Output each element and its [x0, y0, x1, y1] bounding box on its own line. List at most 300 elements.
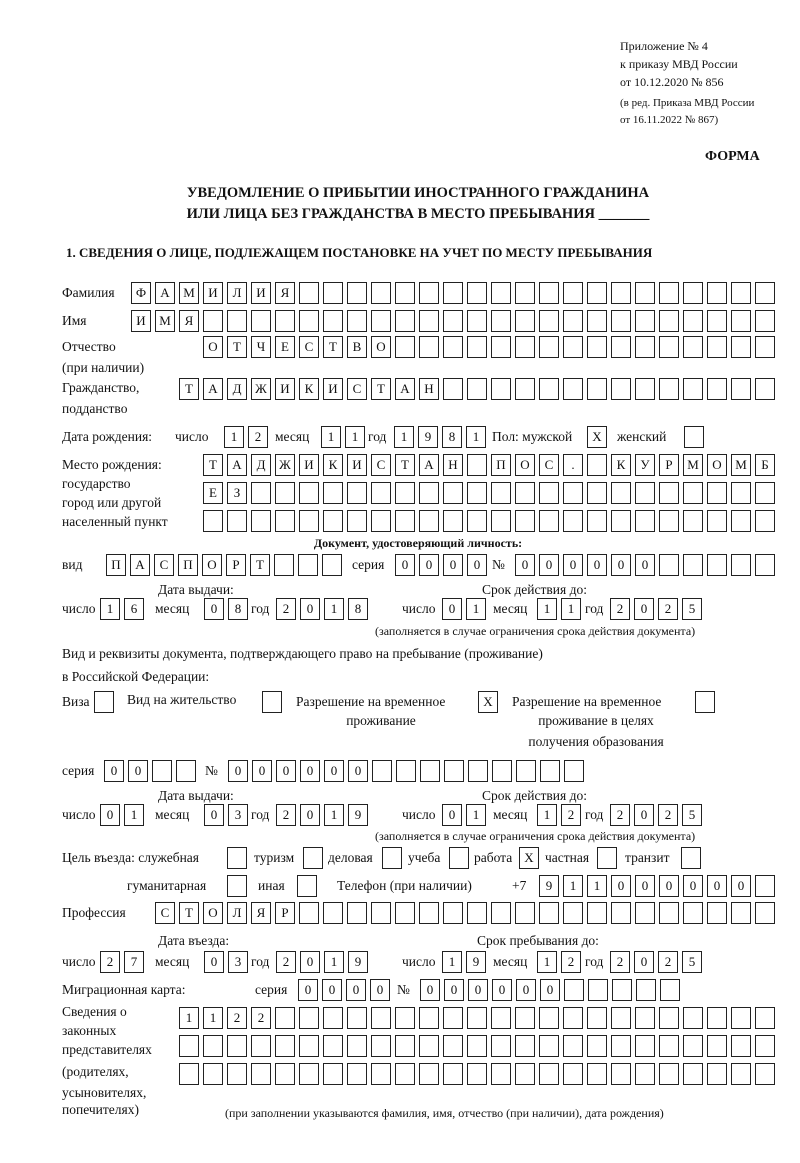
form-cell[interactable]: 0 — [420, 979, 440, 1001]
form-cell[interactable] — [539, 336, 559, 358]
form-cell[interactable]: 1 — [466, 804, 486, 826]
form-cell[interactable] — [587, 482, 607, 504]
form-cell[interactable] — [563, 482, 583, 504]
form-cell[interactable] — [587, 510, 607, 532]
form-cell[interactable]: 2 — [610, 804, 630, 826]
form-cell[interactable] — [443, 510, 463, 532]
form-cell[interactable]: X — [587, 426, 607, 448]
form-cell[interactable] — [347, 1063, 367, 1085]
form-cell[interactable] — [563, 282, 583, 304]
form-cell[interactable] — [395, 336, 415, 358]
form-cell[interactable] — [707, 282, 727, 304]
form-cell[interactable] — [539, 482, 559, 504]
form-cell[interactable] — [227, 875, 247, 897]
form-cell[interactable] — [395, 510, 415, 532]
form-cell[interactable]: 2 — [658, 951, 678, 973]
form-cell[interactable] — [515, 378, 535, 400]
form-cell[interactable] — [684, 426, 704, 448]
form-cell[interactable] — [611, 310, 631, 332]
form-cell[interactable] — [587, 336, 607, 358]
form-cell[interactable] — [395, 902, 415, 924]
form-cell[interactable] — [587, 1007, 607, 1029]
form-cell[interactable]: 2 — [276, 804, 296, 826]
form-cell[interactable]: А — [395, 378, 415, 400]
form-cell[interactable]: 9 — [539, 875, 559, 897]
form-cell[interactable]: Т — [203, 454, 223, 476]
form-cell[interactable]: 0 — [104, 760, 124, 782]
sex-female-checkbox[interactable] — [684, 426, 704, 448]
form-cell[interactable]: А — [419, 454, 439, 476]
form-cell[interactable] — [563, 1035, 583, 1057]
form-cell[interactable]: О — [707, 454, 727, 476]
form-cell[interactable] — [227, 1035, 247, 1057]
form-cell[interactable] — [323, 1007, 343, 1029]
form-cell[interactable]: И — [323, 378, 343, 400]
form-cell[interactable]: И — [203, 282, 223, 304]
form-cell[interactable] — [443, 1035, 463, 1057]
form-cell[interactable]: Т — [395, 454, 415, 476]
form-cell[interactable]: 0 — [587, 554, 607, 576]
form-cell[interactable]: 0 — [515, 554, 535, 576]
form-cell[interactable] — [419, 282, 439, 304]
form-cell[interactable] — [227, 310, 247, 332]
form-cell[interactable] — [299, 1035, 319, 1057]
form-cell[interactable] — [419, 336, 439, 358]
birthplace-field-3[interactable] — [203, 510, 775, 532]
form-cell[interactable] — [299, 282, 319, 304]
form-cell[interactable]: Н — [443, 454, 463, 476]
form-cell[interactable] — [382, 847, 402, 869]
form-cell[interactable] — [323, 1063, 343, 1085]
form-cell[interactable] — [372, 760, 392, 782]
form-cell[interactable] — [299, 902, 319, 924]
form-cell[interactable] — [563, 1007, 583, 1029]
form-cell[interactable]: Ф — [131, 282, 151, 304]
surname-field[interactable] — [131, 282, 775, 304]
form-cell[interactable]: П — [106, 554, 126, 576]
form-cell[interactable]: С — [539, 454, 559, 476]
form-cell[interactable]: 0 — [443, 554, 463, 576]
form-cell[interactable]: Ч — [251, 336, 271, 358]
form-cell[interactable] — [563, 510, 583, 532]
form-cell[interactable] — [539, 1007, 559, 1029]
form-cell[interactable]: 3 — [228, 951, 248, 973]
form-cell[interactable] — [491, 902, 511, 924]
form-cell[interactable] — [611, 510, 631, 532]
form-cell[interactable]: 0 — [300, 598, 320, 620]
form-cell[interactable] — [419, 1007, 439, 1029]
form-cell[interactable]: Ж — [251, 378, 271, 400]
form-cell[interactable] — [371, 510, 391, 532]
form-cell[interactable]: 2 — [251, 1007, 271, 1029]
phone-field[interactable] — [539, 875, 775, 897]
form-cell[interactable]: 9 — [418, 426, 438, 448]
form-cell[interactable] — [755, 1007, 775, 1029]
form-cell[interactable] — [467, 1007, 487, 1029]
form-cell[interactable] — [275, 310, 295, 332]
form-cell[interactable]: 0 — [300, 804, 320, 826]
form-cell[interactable]: 0 — [228, 760, 248, 782]
form-cell[interactable] — [659, 378, 679, 400]
form-cell[interactable] — [275, 1007, 295, 1029]
form-cell[interactable]: А — [227, 454, 247, 476]
form-cell[interactable] — [371, 282, 391, 304]
form-cell[interactable] — [347, 282, 367, 304]
form-cell[interactable]: 1 — [203, 1007, 223, 1029]
form-cell[interactable] — [731, 336, 751, 358]
form-cell[interactable]: 0 — [634, 951, 654, 973]
form-cell[interactable]: 6 — [124, 598, 144, 620]
form-cell[interactable] — [539, 510, 559, 532]
form-cell[interactable] — [323, 902, 343, 924]
form-cell[interactable]: З — [227, 482, 247, 504]
form-cell[interactable] — [707, 1063, 727, 1085]
form-cell[interactable]: 0 — [634, 598, 654, 620]
form-cell[interactable] — [323, 310, 343, 332]
birth-year-field[interactable] — [394, 426, 486, 448]
id-number-field[interactable] — [515, 554, 775, 576]
form-cell[interactable] — [539, 378, 559, 400]
form-cell[interactable] — [731, 554, 751, 576]
birth-day-field[interactable] — [224, 426, 268, 448]
permit-series-field[interactable] — [104, 760, 196, 782]
form-cell[interactable]: О — [371, 336, 391, 358]
id-issue-year-field[interactable] — [276, 598, 368, 620]
form-cell[interactable] — [299, 482, 319, 504]
form-cell[interactable] — [563, 336, 583, 358]
form-cell[interactable]: 2 — [276, 598, 296, 620]
form-cell[interactable] — [635, 378, 655, 400]
form-cell[interactable] — [347, 902, 367, 924]
form-cell[interactable]: П — [491, 454, 511, 476]
form-cell[interactable] — [275, 482, 295, 504]
form-cell[interactable]: 2 — [610, 951, 630, 973]
form-cell[interactable] — [322, 554, 342, 576]
form-cell[interactable] — [347, 482, 367, 504]
form-cell[interactable]: О — [203, 902, 223, 924]
id-issue-month-field[interactable] — [204, 598, 248, 620]
form-cell[interactable] — [299, 510, 319, 532]
form-cell[interactable]: Т — [250, 554, 270, 576]
form-cell[interactable]: Т — [179, 902, 199, 924]
form-cell[interactable] — [371, 902, 391, 924]
form-cell[interactable]: 0 — [346, 979, 366, 1001]
form-cell[interactable]: 3 — [228, 804, 248, 826]
form-cell[interactable]: 2 — [227, 1007, 247, 1029]
form-cell[interactable]: 1 — [537, 804, 557, 826]
form-cell[interactable] — [515, 510, 535, 532]
form-cell[interactable] — [419, 1063, 439, 1085]
form-cell[interactable]: 0 — [252, 760, 272, 782]
form-cell[interactable] — [467, 378, 487, 400]
form-cell[interactable] — [755, 902, 775, 924]
form-cell[interactable] — [564, 760, 584, 782]
form-cell[interactable]: 5 — [682, 951, 702, 973]
form-cell[interactable] — [564, 979, 584, 1001]
form-cell[interactable]: 2 — [561, 951, 581, 973]
form-cell[interactable]: Р — [275, 902, 295, 924]
form-cell[interactable]: 0 — [635, 875, 655, 897]
form-cell[interactable]: 0 — [683, 875, 703, 897]
form-cell[interactable] — [491, 378, 511, 400]
form-cell[interactable] — [635, 510, 655, 532]
purpose-study-checkbox[interactable] — [449, 847, 469, 869]
form-cell[interactable]: Л — [227, 902, 247, 924]
temp-permit-edu-checkbox[interactable] — [695, 691, 715, 713]
form-cell[interactable] — [755, 1035, 775, 1057]
form-cell[interactable]: Е — [275, 336, 295, 358]
form-cell[interactable] — [660, 979, 680, 1001]
form-cell[interactable]: 7 — [124, 951, 144, 973]
form-cell[interactable]: Я — [251, 902, 271, 924]
form-cell[interactable]: 0 — [659, 875, 679, 897]
form-cell[interactable] — [275, 1063, 295, 1085]
form-cell[interactable] — [683, 1035, 703, 1057]
form-cell[interactable] — [395, 1035, 415, 1057]
form-cell[interactable]: 5 — [682, 804, 702, 826]
form-cell[interactable] — [681, 847, 701, 869]
form-cell[interactable]: 0 — [348, 760, 368, 782]
representatives-field-2[interactable] — [179, 1035, 775, 1057]
form-cell[interactable] — [731, 510, 751, 532]
purpose-business-checkbox[interactable] — [382, 847, 402, 869]
form-cell[interactable]: 2 — [658, 598, 678, 620]
form-cell[interactable] — [587, 1035, 607, 1057]
form-cell[interactable] — [203, 1035, 223, 1057]
form-cell[interactable] — [179, 1063, 199, 1085]
form-cell[interactable]: В — [347, 336, 367, 358]
form-cell[interactable] — [179, 1035, 199, 1057]
form-cell[interactable]: А — [130, 554, 150, 576]
form-cell[interactable]: 9 — [348, 951, 368, 973]
purpose-humanitarian-checkbox[interactable] — [227, 875, 247, 897]
form-cell[interactable] — [467, 510, 487, 532]
form-cell[interactable] — [467, 482, 487, 504]
form-cell[interactable]: 1 — [179, 1007, 199, 1029]
form-cell[interactable] — [683, 902, 703, 924]
form-cell[interactable] — [443, 1063, 463, 1085]
form-cell[interactable] — [597, 847, 617, 869]
purpose-transit-checkbox[interactable] — [681, 847, 701, 869]
form-cell[interactable]: С — [155, 902, 175, 924]
form-cell[interactable] — [467, 282, 487, 304]
form-cell[interactable] — [443, 336, 463, 358]
form-cell[interactable]: 8 — [442, 426, 462, 448]
id-issue-day-field[interactable] — [100, 598, 144, 620]
form-cell[interactable]: Д — [227, 378, 247, 400]
form-cell[interactable]: 5 — [682, 598, 702, 620]
form-cell[interactable] — [491, 1007, 511, 1029]
form-cell[interactable]: 0 — [540, 979, 560, 1001]
form-cell[interactable] — [635, 310, 655, 332]
form-cell[interactable] — [467, 1063, 487, 1085]
form-cell[interactable]: 0 — [492, 979, 512, 1001]
form-cell[interactable] — [659, 282, 679, 304]
id-valid-year-field[interactable] — [610, 598, 702, 620]
form-cell[interactable] — [491, 336, 511, 358]
form-cell[interactable] — [755, 875, 775, 897]
form-cell[interactable] — [755, 482, 775, 504]
form-cell[interactable] — [443, 1007, 463, 1029]
form-cell[interactable] — [323, 1035, 343, 1057]
form-cell[interactable] — [303, 847, 323, 869]
form-cell[interactable]: Р — [226, 554, 246, 576]
form-cell[interactable] — [515, 336, 535, 358]
form-cell[interactable] — [323, 482, 343, 504]
form-cell[interactable] — [731, 1063, 751, 1085]
form-cell[interactable] — [515, 1063, 535, 1085]
form-cell[interactable] — [659, 1035, 679, 1057]
form-cell[interactable] — [419, 482, 439, 504]
form-cell[interactable]: Р — [659, 454, 679, 476]
permit-issue-day-field[interactable] — [100, 804, 144, 826]
form-cell[interactable] — [468, 760, 488, 782]
purpose-official-checkbox[interactable] — [227, 847, 247, 869]
form-cell[interactable] — [611, 282, 631, 304]
form-cell[interactable] — [491, 282, 511, 304]
form-cell[interactable] — [371, 1007, 391, 1029]
form-cell[interactable] — [635, 902, 655, 924]
form-cell[interactable] — [371, 482, 391, 504]
form-cell[interactable] — [611, 1035, 631, 1057]
form-cell[interactable] — [419, 902, 439, 924]
stay-day-field[interactable] — [442, 951, 486, 973]
purpose-private-checkbox[interactable] — [597, 847, 617, 869]
form-cell[interactable] — [251, 482, 271, 504]
form-cell[interactable]: 0 — [444, 979, 464, 1001]
id-kind-field[interactable] — [106, 554, 342, 576]
stay-year-field[interactable] — [610, 951, 702, 973]
form-cell[interactable]: . — [563, 454, 583, 476]
form-cell[interactable] — [395, 282, 415, 304]
form-cell[interactable]: И — [131, 310, 151, 332]
form-cell[interactable]: 1 — [587, 875, 607, 897]
form-cell[interactable] — [443, 310, 463, 332]
form-cell[interactable] — [683, 554, 703, 576]
form-cell[interactable]: 2 — [100, 951, 120, 973]
id-valid-month-field[interactable] — [537, 598, 581, 620]
form-cell[interactable] — [467, 1035, 487, 1057]
form-cell[interactable]: М — [731, 454, 751, 476]
form-cell[interactable]: С — [371, 454, 391, 476]
form-cell[interactable]: К — [323, 454, 343, 476]
entry-year-field[interactable] — [276, 951, 368, 973]
form-cell[interactable] — [347, 1007, 367, 1029]
form-cell[interactable]: О — [203, 336, 223, 358]
form-cell[interactable]: 0 — [563, 554, 583, 576]
form-cell[interactable]: 1 — [561, 598, 581, 620]
form-cell[interactable] — [755, 378, 775, 400]
form-cell[interactable]: 0 — [467, 554, 487, 576]
sex-male-checkbox[interactable] — [587, 426, 607, 448]
permit-issue-month-field[interactable] — [204, 804, 248, 826]
form-cell[interactable] — [611, 1063, 631, 1085]
form-cell[interactable]: 2 — [658, 804, 678, 826]
visa-checkbox[interactable] — [94, 691, 114, 713]
form-cell[interactable] — [587, 282, 607, 304]
entry-day-field[interactable] — [100, 951, 144, 973]
form-cell[interactable] — [611, 482, 631, 504]
form-cell[interactable] — [449, 847, 469, 869]
form-cell[interactable]: 0 — [635, 554, 655, 576]
form-cell[interactable]: 0 — [611, 554, 631, 576]
id-valid-day-field[interactable] — [442, 598, 486, 620]
form-cell[interactable] — [731, 310, 751, 332]
form-cell[interactable]: 0 — [324, 760, 344, 782]
form-cell[interactable]: М — [683, 454, 703, 476]
form-cell[interactable]: 0 — [468, 979, 488, 1001]
form-cell[interactable] — [203, 510, 223, 532]
form-cell[interactable]: 1 — [124, 804, 144, 826]
form-cell[interactable] — [683, 1063, 703, 1085]
form-cell[interactable] — [297, 875, 317, 897]
form-cell[interactable]: 0 — [395, 554, 415, 576]
form-cell[interactable] — [227, 1063, 247, 1085]
profession-field[interactable] — [155, 902, 775, 924]
form-cell[interactable]: 1 — [537, 598, 557, 620]
form-cell[interactable]: 1 — [442, 951, 462, 973]
form-cell[interactable] — [371, 1063, 391, 1085]
form-cell[interactable] — [299, 1063, 319, 1085]
form-cell[interactable] — [515, 1035, 535, 1057]
patronymic-field[interactable] — [203, 336, 775, 358]
form-cell[interactable] — [420, 760, 440, 782]
form-cell[interactable]: 1 — [345, 426, 365, 448]
form-cell[interactable] — [443, 282, 463, 304]
form-cell[interactable] — [419, 510, 439, 532]
birthplace-field-1[interactable] — [203, 454, 775, 476]
form-cell[interactable]: Н — [419, 378, 439, 400]
permit-valid-year-field[interactable] — [610, 804, 702, 826]
form-cell[interactable] — [635, 1063, 655, 1085]
id-series-field[interactable] — [395, 554, 487, 576]
birthplace-field-2[interactable] — [203, 482, 775, 504]
form-cell[interactable]: Я — [275, 282, 295, 304]
form-cell[interactable] — [659, 336, 679, 358]
form-cell[interactable] — [251, 1035, 271, 1057]
form-cell[interactable]: И — [251, 282, 271, 304]
form-cell[interactable]: 1 — [394, 426, 414, 448]
form-cell[interactable]: 0 — [442, 804, 462, 826]
form-cell[interactable] — [347, 1035, 367, 1057]
form-cell[interactable]: И — [299, 454, 319, 476]
form-cell[interactable] — [659, 310, 679, 332]
form-cell[interactable]: 0 — [370, 979, 390, 1001]
form-cell[interactable]: 1 — [324, 804, 344, 826]
form-cell[interactable]: Б — [755, 454, 775, 476]
form-cell[interactable] — [299, 310, 319, 332]
permit-valid-day-field[interactable] — [442, 804, 486, 826]
form-cell[interactable] — [731, 282, 751, 304]
form-cell[interactable] — [635, 336, 655, 358]
form-cell[interactable] — [323, 510, 343, 532]
form-cell[interactable]: 2 — [276, 951, 296, 973]
form-cell[interactable]: 0 — [322, 979, 342, 1001]
form-cell[interactable]: 1 — [324, 598, 344, 620]
form-cell[interactable] — [695, 691, 715, 713]
form-cell[interactable] — [707, 1035, 727, 1057]
form-cell[interactable] — [395, 1007, 415, 1029]
form-cell[interactable] — [227, 847, 247, 869]
form-cell[interactable] — [611, 902, 631, 924]
form-cell[interactable] — [515, 282, 535, 304]
form-cell[interactable] — [588, 979, 608, 1001]
form-cell[interactable] — [395, 1063, 415, 1085]
mig-number-field[interactable] — [420, 979, 680, 1001]
form-cell[interactable]: X — [478, 691, 498, 713]
form-cell[interactable] — [491, 482, 511, 504]
purpose-tourism-checkbox[interactable] — [303, 847, 323, 869]
